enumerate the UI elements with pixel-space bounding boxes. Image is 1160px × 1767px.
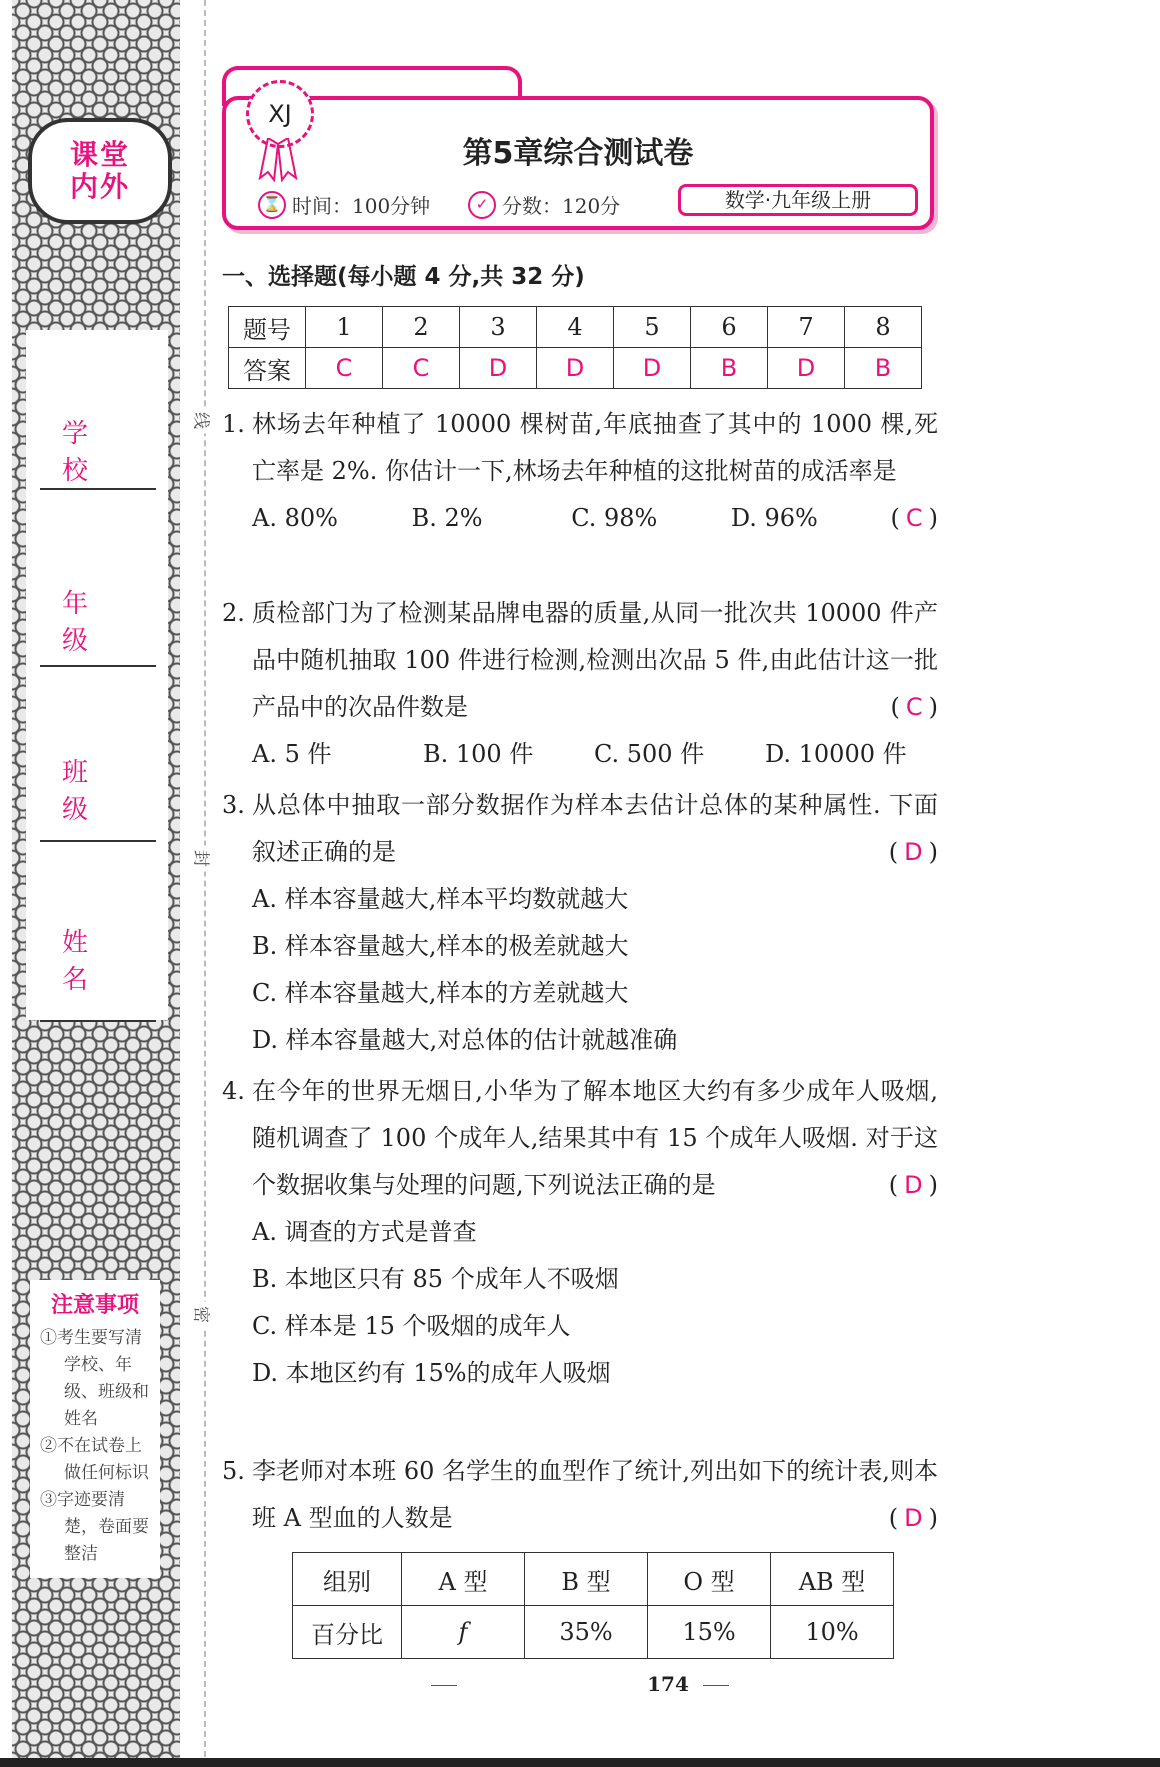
- table-cell: O 型: [648, 1553, 771, 1606]
- checkmark-icon: ✓: [468, 191, 496, 219]
- binding-mark-line: 线: [191, 408, 216, 434]
- answer-mark: D: [904, 838, 923, 866]
- option-b[interactable]: B. 本地区只有 85 个成年人不吸烟: [252, 1265, 619, 1293]
- notes-title: 注意事项: [50, 1293, 139, 1318]
- question-number-cell: 3: [460, 307, 537, 348]
- option-d[interactable]: D. 10000 件: [765, 740, 907, 768]
- note-item: ③字迹要清楚，卷面要整洁: [40, 1490, 149, 1564]
- score-text: 分数：120分: [502, 194, 621, 218]
- field-label-class: 班 级: [61, 758, 118, 825]
- page-number-dash: [703, 1685, 729, 1686]
- question-5: [222, 1448, 938, 1542]
- question-number: 3.: [222, 791, 245, 819]
- binding-mark-seal: 封: [191, 846, 216, 872]
- answer-table-number-row: [229, 307, 922, 348]
- field-label-school: 学 校: [61, 419, 118, 486]
- binding-dashed-line: [204, 0, 206, 1767]
- answer-table-answer-row: [229, 348, 922, 389]
- question-number: 1.: [222, 410, 245, 438]
- question-number-cell: 2: [383, 307, 460, 348]
- option-a[interactable]: A. 5 件: [252, 740, 332, 768]
- question-number-cell: 7: [768, 307, 845, 348]
- question-number-cell: 5: [614, 307, 691, 348]
- table-cell: 组别: [293, 1553, 402, 1606]
- question-text: 质检部门为了检测某品牌电器的质量,从同一批次共 10000 件产品中随机抽取 100 件进行检测,检测出次品 5 件,由此估计这一批产品中的次品件数是 ( C ): [252, 590, 938, 731]
- option-c[interactable]: C. 98%: [571, 504, 658, 532]
- note-item: ②不在试卷上做任何标识: [40, 1436, 149, 1483]
- option-d[interactable]: D. 样本容量越大,对总体的估计就越准确: [252, 1026, 678, 1054]
- blood-type-table: [292, 1552, 894, 1659]
- field-line-class[interactable]: [40, 840, 156, 842]
- answer-cell[interactable]: B: [691, 348, 768, 389]
- options-row: [252, 731, 938, 778]
- question-number-cell: 6: [691, 307, 768, 348]
- bottom-bar: [0, 1758, 1160, 1767]
- question-text: 从总体中抽取一部分数据作为样本去估计总体的某种属性. 下面叙述正确的是 ( D ): [252, 782, 938, 876]
- blood-table-value-row: [293, 1606, 894, 1659]
- question-number-cell: 4: [537, 307, 614, 348]
- answer-table-row-label: 题号: [229, 307, 306, 348]
- table-cell: 百分比: [293, 1606, 402, 1659]
- binding-mark-secret: 密: [191, 1302, 216, 1328]
- table-cell: A 型: [402, 1553, 525, 1606]
- options-row: [252, 495, 890, 542]
- score-info: [468, 190, 620, 219]
- option-a[interactable]: A. 样本容量越大,样本平均数就越大: [252, 885, 629, 913]
- question-4: [222, 1068, 938, 1397]
- option-c[interactable]: C. 500 件: [594, 740, 705, 768]
- option-b[interactable]: B. 2%: [411, 504, 483, 532]
- option-d[interactable]: D. 96%: [730, 504, 818, 532]
- answer-cell[interactable]: C: [383, 348, 460, 389]
- brand-logo: 课堂 内外: [28, 118, 172, 224]
- answer-mark: D: [904, 1171, 923, 1199]
- note-item: ①考生要写清学校、年级、班级和姓名: [40, 1328, 149, 1429]
- field-label-name: 姓 名: [61, 928, 118, 995]
- answer-bracket[interactable]: ( C ): [890, 693, 938, 721]
- field-label-grade: 年 级: [61, 589, 118, 656]
- table-cell: AB 型: [771, 1553, 894, 1606]
- question-number-cell: 1: [306, 307, 383, 348]
- answer-bracket[interactable]: ( C ): [890, 504, 938, 532]
- field-line-school[interactable]: [40, 488, 156, 490]
- question-3: [222, 782, 938, 1064]
- table-cell: 15%: [648, 1606, 771, 1659]
- field-line-name[interactable]: [40, 1020, 156, 1022]
- field-line-grade[interactable]: [40, 665, 156, 667]
- table-cell: f: [402, 1606, 525, 1659]
- question-number-cell: 8: [845, 307, 922, 348]
- hourglass-icon: ⌛: [258, 191, 286, 219]
- question-text: 在今年的世界无烟日,小华为了解本地区大约有多少成年人吸烟,随机调查了 100 个成年人,结果其中有 15 个成年人吸烟. 对于这个数据收集与处理的问题,下列说法正确的是 ( D ): [252, 1068, 938, 1209]
- time-text: 时间：100分钟: [292, 194, 431, 218]
- option-a[interactable]: A. 80%: [252, 504, 338, 532]
- answer-table: [228, 306, 922, 389]
- test-header: [222, 66, 938, 236]
- question-number: 2.: [222, 599, 245, 627]
- option-a[interactable]: A. 调查的方式是普查: [252, 1218, 477, 1246]
- blood-table-header-row: [293, 1553, 894, 1606]
- page-number-dash: [431, 1685, 457, 1686]
- answer-bracket[interactable]: ( D ): [888, 1504, 938, 1532]
- answer-table-row-label: 答案: [229, 348, 306, 389]
- subject-grade-badge: 数学·九年级上册: [678, 184, 918, 216]
- answer-cell[interactable]: D: [614, 348, 691, 389]
- question-2: [222, 590, 938, 778]
- question-number: 4.: [222, 1077, 245, 1105]
- option-c[interactable]: C. 样本是 15 个吸烟的成年人: [252, 1312, 571, 1340]
- option-b[interactable]: B. 样本容量越大,样本的极差就越大: [252, 932, 629, 960]
- question-text: 李老师对本班 60 名学生的血型作了统计,列出如下的统计表,则本班 A 型血的人数是 ( D ): [252, 1448, 938, 1542]
- page-number: 174: [0, 1672, 1160, 1696]
- answer-cell[interactable]: B: [845, 348, 922, 389]
- answer-mark: C: [905, 504, 923, 532]
- option-b[interactable]: B. 100 件: [423, 740, 534, 768]
- notes-panel: [30, 1280, 160, 1578]
- question-number: 5.: [222, 1457, 245, 1485]
- answer-mark: C: [905, 693, 923, 721]
- answer-cell[interactable]: D: [460, 348, 537, 389]
- answer-mark: D: [904, 1504, 923, 1532]
- answer-bracket[interactable]: ( D ): [888, 838, 938, 866]
- answer-cell[interactable]: D: [537, 348, 614, 389]
- section-title: 一、选择题(每小题 4 分,共 32 分): [222, 264, 585, 290]
- xj-badge: XJ: [246, 80, 314, 148]
- table-cell: B 型: [525, 1553, 648, 1606]
- option-d[interactable]: D. 本地区约有 15%的成年人吸烟: [252, 1359, 611, 1387]
- answer-cell[interactable]: C: [306, 348, 383, 389]
- page-title: 第5章综合测试卷: [462, 136, 694, 171]
- question-1: [222, 401, 938, 542]
- time-info: [258, 190, 430, 219]
- option-c[interactable]: C. 样本容量越大,样本的方差就越大: [252, 979, 629, 1007]
- table-cell: 35%: [525, 1606, 648, 1659]
- table-cell: 10%: [771, 1606, 894, 1659]
- question-text: 林场去年种植了 10000 棵树苗,年底抽查了其中的 1000 棵,死亡率是 2%. 你估计一下,林场去年种植的这批树苗的成活率是 ( C ): [252, 401, 938, 495]
- answer-cell[interactable]: D: [768, 348, 845, 389]
- answer-bracket[interactable]: ( D ): [888, 1171, 938, 1199]
